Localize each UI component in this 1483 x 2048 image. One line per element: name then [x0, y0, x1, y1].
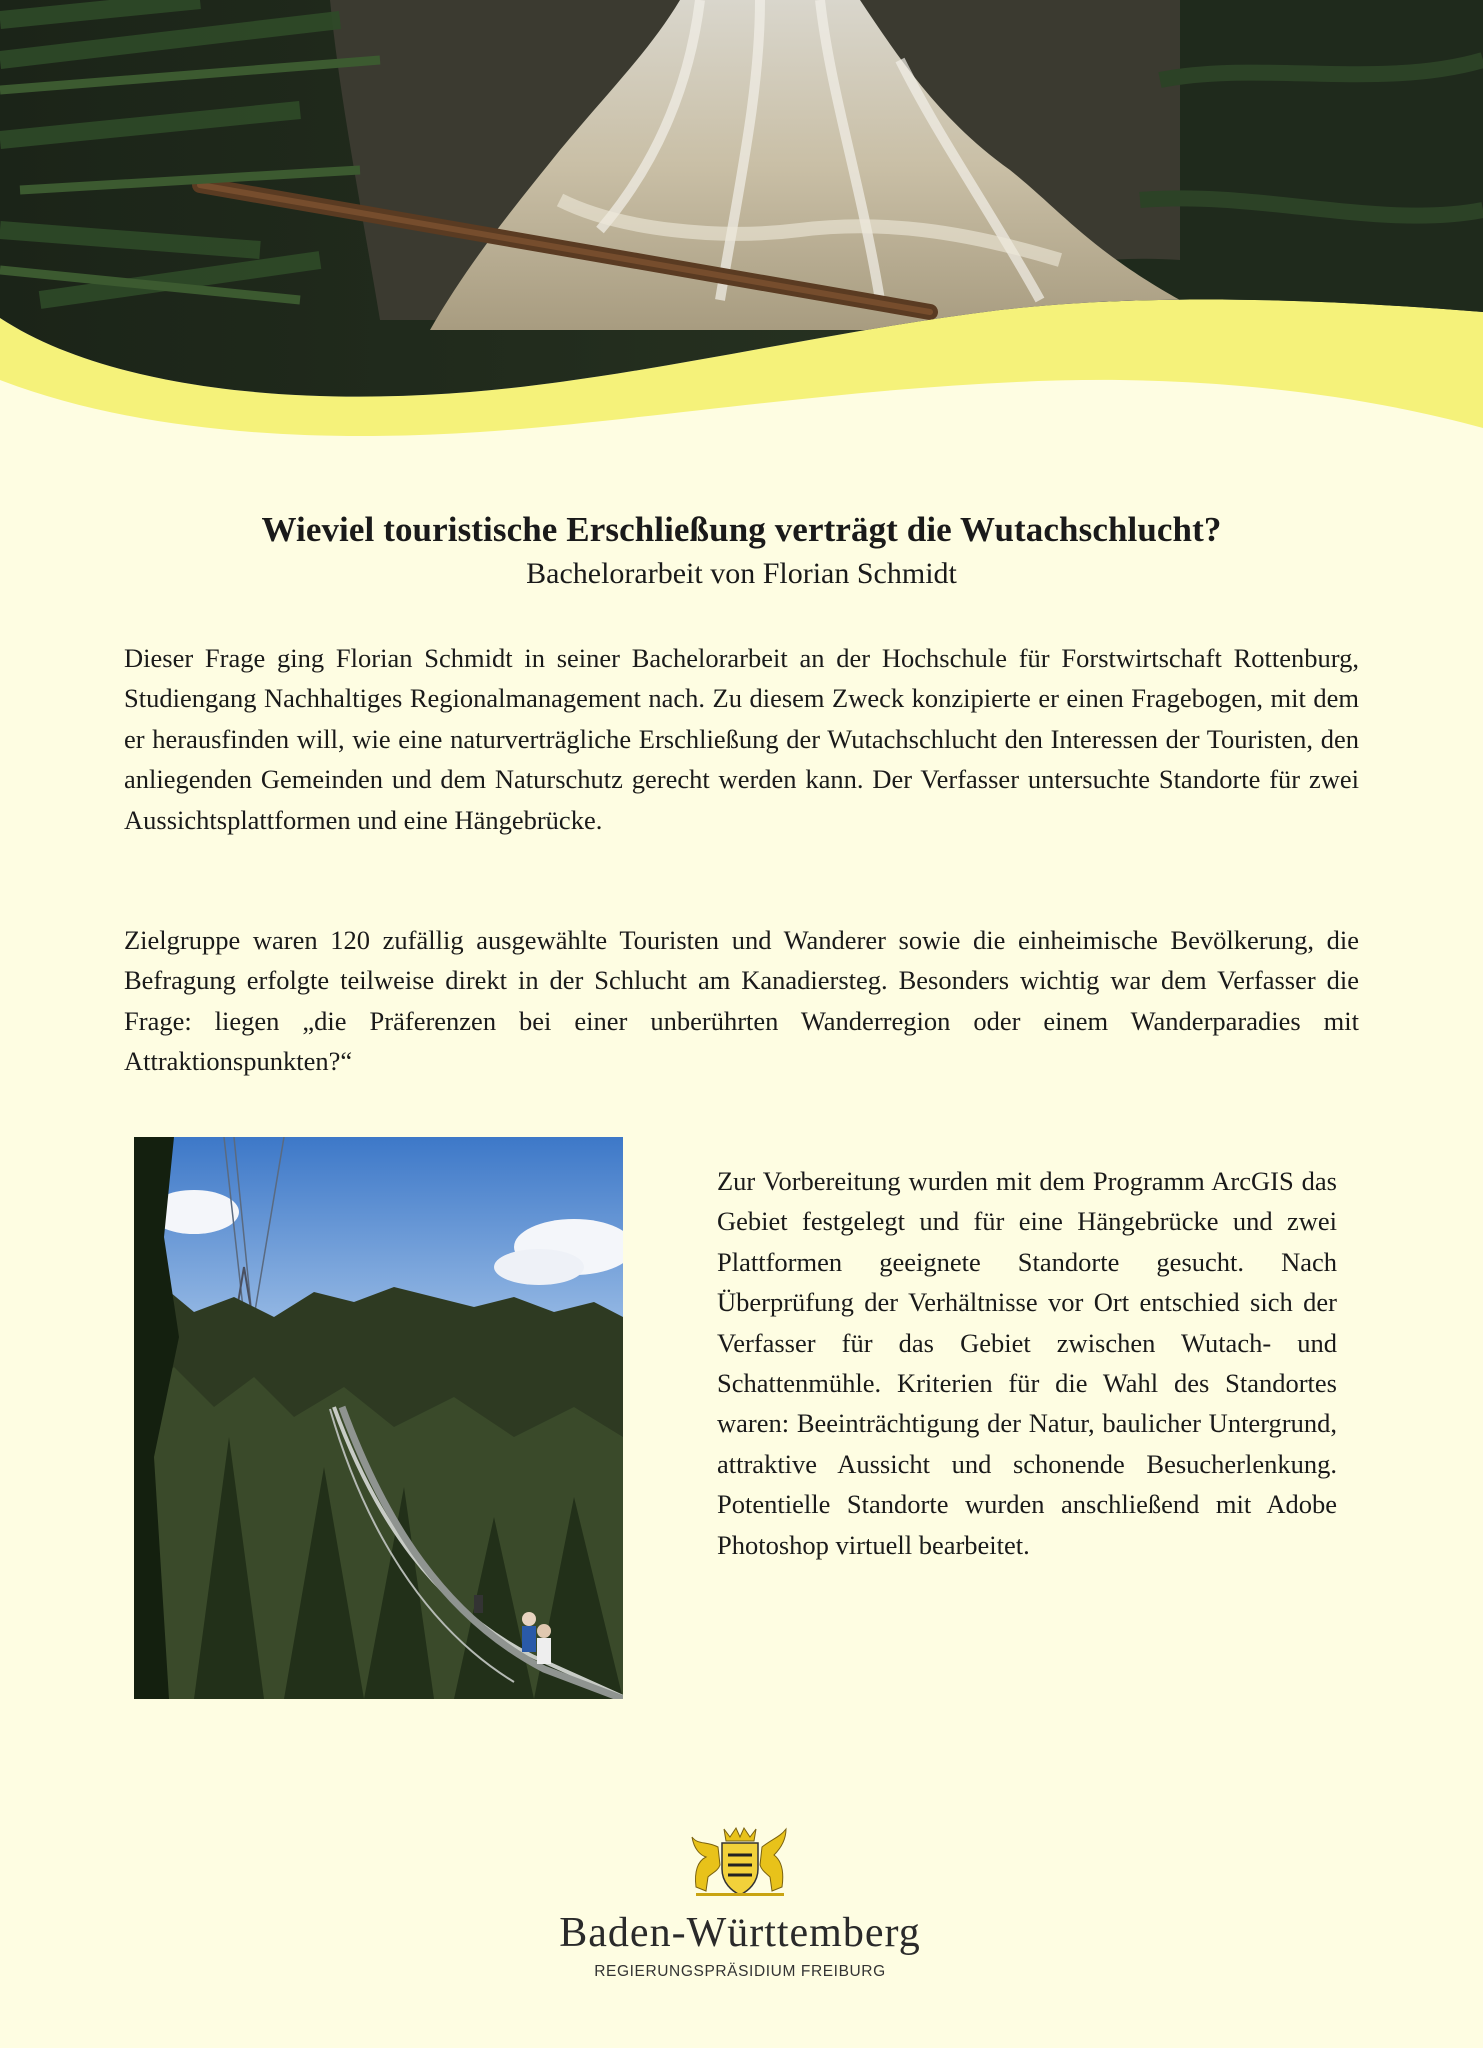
paragraph-intro: Dieser Frage ging Florian Schmidt in seiner Bachelorarbeit an der Hochschule für Forstwirtschaft Rottenburg, Studiengang Nachhaltiges Regionalmanagement nach. Zu diesem Zweck konzipierte er einen Fragebogen, mit dem er herausfinden will, wie eine naturverträgliche Erschließung der Wutachschlucht den Interessen der Touristen, den anliegenden Gemeinden und dem Naturschutz gerecht werden kann. Der Verfasser untersuchte Standorte für zwei Aussichtsplattformen und eine Hängebrücke. [124, 643, 1359, 835]
suspension-bridge-image [134, 1137, 623, 1699]
footer-logo [540, 1825, 940, 1995]
page-subtitle: Bachelorarbeit von Florian Schmidt [526, 557, 957, 590]
waterfall-photo [0, 0, 1483, 470]
paragraph-preparation: Zur Vorbereitung wurden mit dem Programm ArcGIS das Gebiet festgelegt und für eine Hängebrücke und zwei Plattformen geeignete Standorte gesucht. Nach Überprüfung der Verhältnisse vor Ort entschied sich der Verfasser für das Gebiet zwischen Wutach- und Schattenmühle. Kriterien für die Wahl des Standortes waren: Beeinträchtigung der Natur, baulicher Untergrund, attraktive Aussicht und schonende Besucherlenkung. Potentielle Standorte wurden anschließend mit Adobe Photoshop virtuell bearbeitet. [717, 1166, 1337, 1560]
header-waterfall-photo [0, 0, 1483, 470]
state-name: Baden-Württemberg [559, 1910, 921, 1956]
authority-name: REGIERUNGSPRÄSIDIUM FREIBURG [594, 1963, 886, 1980]
suspension-bridge-photo [134, 1137, 623, 1699]
paragraph-target-group: Zielgruppe waren 120 zufällig ausgewählte Touristen und Wanderer sowie die einheimische Bevölkerung, die Befragung erfolgte teilweise direkt in der Schlucht am Kanadiersteg. Besonders wichtig war dem Verfasser die Frage: liegen „die Präferenzen bei einer unberührten Wanderregion oder einem Wanderparadies mit Attraktionspunkten?“ [124, 925, 1359, 1077]
coat-of-arms-icon [676, 1825, 804, 1897]
title-block [0, 506, 1483, 594]
page-title: Wieviel touristische Erschließung verträgt die Wutachschlucht? [261, 510, 1222, 549]
